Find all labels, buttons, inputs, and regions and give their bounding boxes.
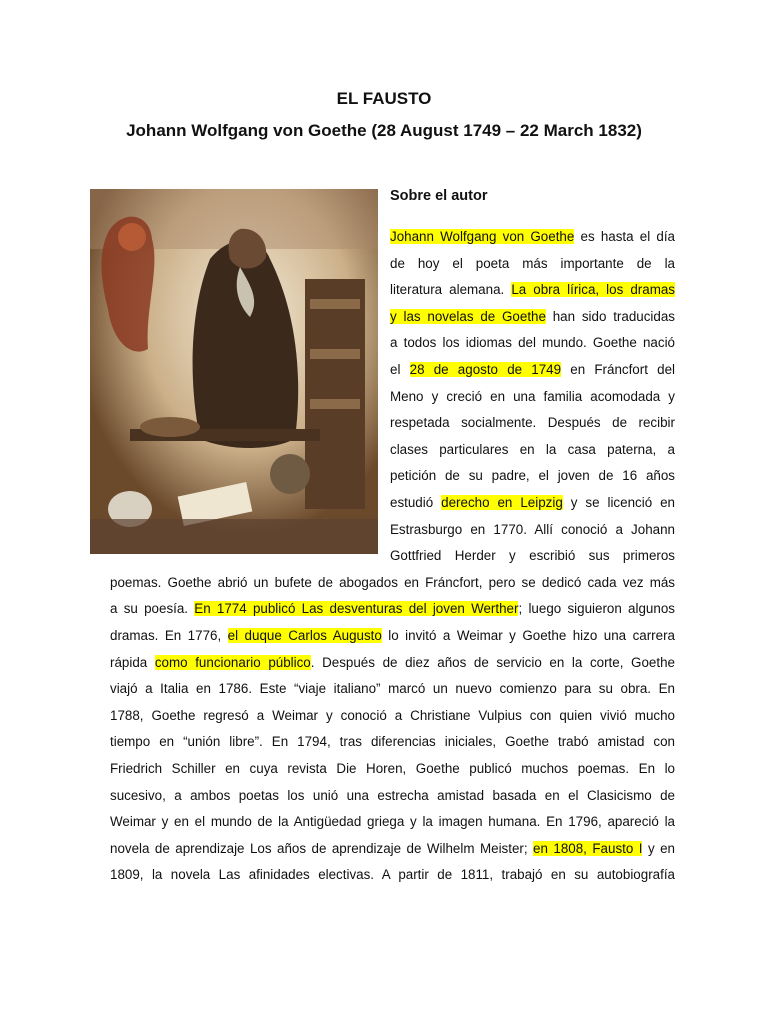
text-segment: de hoy el poeta más importante de la	[390, 255, 675, 271]
text-segment: a todos los idiomas del mundo. Goethe nació	[390, 335, 675, 351]
text-line	[110, 809, 675, 836]
text-line	[390, 330, 675, 357]
text-line	[110, 783, 675, 810]
text-line	[390, 517, 675, 544]
text-line	[390, 224, 675, 251]
text-line	[110, 703, 675, 730]
text-segment: dramas. En 1776,	[110, 628, 228, 643]
faust-painting-icon	[90, 189, 378, 554]
text-line	[110, 623, 675, 650]
text-line	[110, 676, 675, 703]
text-segment: 1809, la novela Las afinidades electivas. A partir de 1811, trabajó en su autobiografía	[110, 867, 675, 883]
text-segment: sucesivo, a ambos poetas los unió una estrecha amistad basada en el Clasicismo de	[110, 787, 675, 803]
text-line	[390, 277, 675, 304]
text-line	[390, 251, 675, 278]
text-segment: clases particulares en la casa paterna, a	[390, 441, 675, 457]
section-heading: Sobre el autor	[390, 188, 488, 204]
text-line	[110, 836, 675, 863]
highlighted-text: derecho en Leipzig	[441, 495, 563, 510]
text-line	[390, 304, 675, 331]
highlighted-text: en 1808, Fausto I	[533, 840, 643, 856]
highlighted-text: y las novelas de Goethe	[390, 308, 546, 324]
text-segment: . Después de diez años de servicio en la corte, Goethe	[310, 654, 675, 670]
text-segment: Meno y creció en una familia acomodada y	[390, 388, 675, 404]
text-segment: 1788, Goethe regresó a Weimar y conoció a Christiane Vulpius con quien vivió mucho	[110, 707, 675, 723]
text-segment: literatura alemana.	[390, 282, 512, 298]
text-segment: en Fráncfort del	[561, 362, 675, 377]
text-segment: petición de su padre, el joven de 16 años	[390, 468, 675, 484]
text-segment: novela de aprendizaje Los años de aprendizaje de Wilhelm Meister;	[110, 840, 534, 856]
text-line	[390, 384, 675, 411]
text-segment: lo invitó a Weimar y Goethe hizo una carrera	[381, 628, 675, 643]
faust-painting-image	[90, 189, 378, 554]
document-subtitle: Johann Wolfgang von Goethe (28 August 1749 – 22 March 1832)	[126, 121, 642, 140]
highlighted-text: 28 de agosto de 1749	[409, 362, 562, 377]
text-segment: viajó a Italia en 1786. Este “viaje italiano” marcó un nuevo comienzo para su obra. En	[110, 681, 675, 697]
text-line	[110, 596, 675, 623]
text-segment: Weimar y en el mundo de la Antigüedad griega y la imagen humana. En 1796, apareció la	[110, 814, 675, 830]
text-segment: Gottfried Herder y escribió sus primeros	[390, 548, 675, 564]
text-segment: tiempo en “unión libre”. En 1794, tras diferencias iniciales, Goethe trabó amistad con	[110, 734, 675, 750]
text-segment: poemas. Goethe abrió un bufete de abogados en Fráncfort, pero se dedicó cada vez más	[110, 574, 675, 590]
text-segment: y se licenció en	[562, 495, 675, 510]
document-title: EL FAUSTO	[336, 89, 432, 108]
text-segment: Friedrich Schiller en cuya revista Die Horen, Goethe publicó muchos poemas. En lo	[110, 761, 675, 776]
text-line	[110, 729, 675, 756]
text-line	[110, 756, 675, 783]
highlighted-text: como funcionario público	[154, 654, 311, 670]
text-segment: han sido traducidas	[545, 308, 675, 324]
text-line	[110, 650, 675, 677]
text-line	[110, 862, 675, 889]
text-segment: es hasta el día	[574, 229, 675, 244]
text-line	[390, 490, 675, 517]
text-line	[390, 410, 675, 437]
text-line	[390, 463, 675, 490]
highlighted-text: En 1774 publicó Las desventuras del joven Werther	[194, 601, 519, 617]
text-line	[390, 437, 675, 464]
text-segment: rápida	[110, 654, 155, 670]
text-line	[390, 543, 675, 570]
text-segment: estudió	[390, 495, 442, 510]
text-line	[110, 570, 675, 597]
text-segment: Estrasburgo en 1770. Allí conoció a Johann	[390, 521, 675, 537]
text-segment: ; luego siguieron algunos	[518, 601, 675, 617]
text-segment: respetada socialmente. Después de recibir	[390, 415, 675, 431]
highlighted-text: La obra lírica, los dramas	[511, 282, 676, 298]
text-segment: a su poesía.	[110, 601, 195, 617]
highlighted-text: el duque Carlos Augusto	[227, 628, 382, 643]
text-segment: el	[390, 362, 410, 377]
highlighted-text: Johann Wolfgang von Goethe	[390, 229, 575, 244]
text-segment: y en	[642, 840, 675, 856]
text-line	[390, 357, 675, 384]
